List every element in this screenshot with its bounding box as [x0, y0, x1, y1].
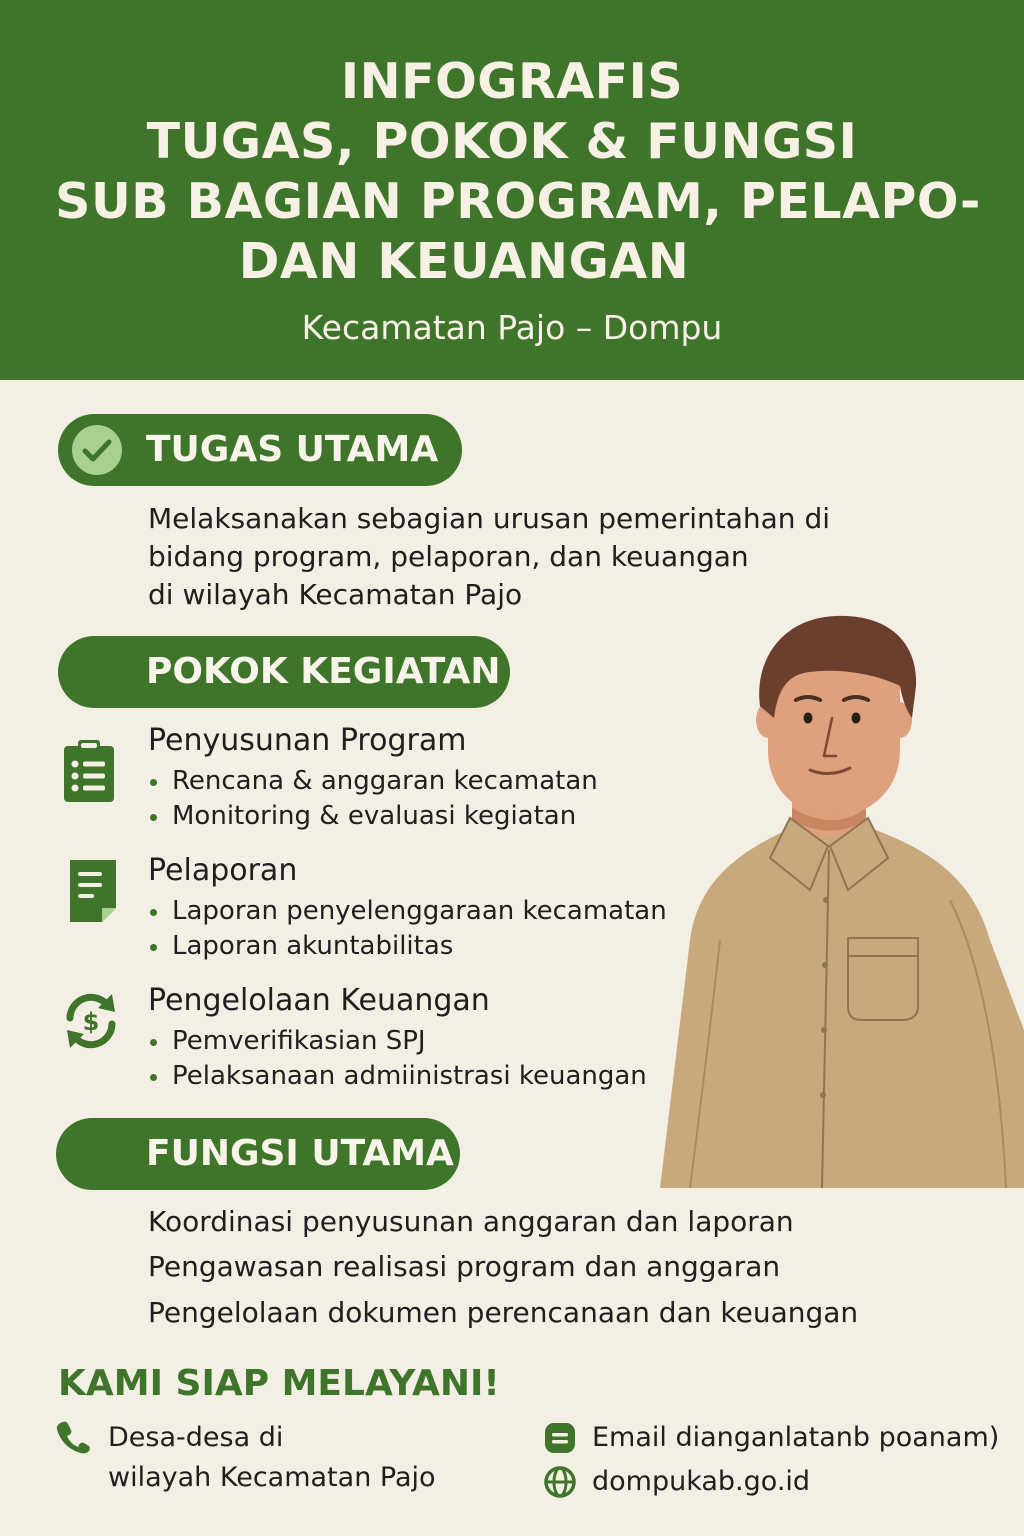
header-title-line-4: DAN KEUANGAN — [238, 233, 690, 290]
tugas-line-1: Melaksanakan sebagian urusan pemerintahan di — [148, 502, 830, 535]
pokok-item-title-penyusunan: Penyusunan Program — [148, 723, 467, 758]
list-item: Laporan penyelenggaraan kecamatan — [148, 894, 667, 929]
pokok-bullets-pelaporan — [148, 894, 667, 964]
contact-location-line-2: wilayah Kecamatan Pajo — [108, 1462, 436, 1493]
header-title-line-3: SUB BAGIAN PROGRAM, PELAPO- — [55, 173, 981, 230]
section-title-fungsi-utama: FUNGSI UTAMA — [146, 1133, 454, 1174]
contact-website-link[interactable]: dompukab.go.id — [592, 1466, 811, 1497]
list-item: Pemverifikasian SPJ — [148, 1024, 647, 1059]
section-title-tugas-utama: TUGAS UTAMA — [146, 429, 439, 470]
pokok-item-title-keuangan: Pengelolaan Keuangan — [148, 983, 490, 1018]
fungsi-item: Pengawasan realisasi program dan anggaran — [148, 1250, 781, 1283]
globe-icon — [544, 1466, 576, 1502]
pokok-bullets-penyusunan — [148, 764, 598, 834]
list-item: Monitoring & evaluasi kegiatan — [148, 799, 598, 834]
phone-icon — [56, 1420, 90, 1458]
contact-location-line-1: Desa-desa di — [108, 1422, 284, 1453]
cta-heading: KAMI SIAP MELAYANI! — [58, 1363, 500, 1404]
document-icon — [68, 858, 118, 928]
pokok-item-title-pelaporan: Pelaporan — [148, 853, 298, 888]
fungsi-item: Pengelolaan dokumen perencanaan dan keuangan — [148, 1296, 859, 1329]
header-banner — [0, 0, 1024, 380]
contact-email[interactable]: Email dianganlatanb poanam) — [592, 1422, 1000, 1453]
section-pill-fungsi-utama — [56, 1118, 460, 1190]
email-icon — [544, 1422, 576, 1458]
clipboard-list-icon — [62, 738, 116, 808]
money-cycle-icon — [60, 990, 122, 1056]
header-subtitle: Kecamatan Pajo – Dompu — [301, 308, 723, 347]
check-circle-icon — [72, 425, 122, 475]
fungsi-item: Koordinasi penyusunan anggaran dan laporan — [148, 1205, 794, 1238]
header-title-line-2: TUGAS, POKOK & FUNGSI — [146, 113, 858, 170]
list-item: Pelaksanaan admiinistrasi keuangan — [148, 1059, 647, 1094]
svg-text:$: $ — [82, 1008, 100, 1036]
pokok-bullets-keuangan — [148, 1024, 647, 1094]
official-illustration — [650, 610, 1024, 1190]
list-item: Laporan akuntabilitas — [148, 929, 667, 964]
tugas-line-3: di wilayah Kecamatan Pajo — [148, 578, 523, 611]
header-title-line-1: INFOGRAFIS — [340, 53, 684, 110]
list-item: Rencana & anggaran kecamatan — [148, 764, 598, 799]
section-title-pokok-kegiatan: POKOK KEGIATAN — [146, 651, 501, 692]
section-pill-tugas-utama — [58, 414, 462, 486]
tugas-line-2: bidang program, pelaporan, dan keuangan — [148, 540, 749, 573]
section-pill-pokok-kegiatan — [58, 636, 510, 708]
